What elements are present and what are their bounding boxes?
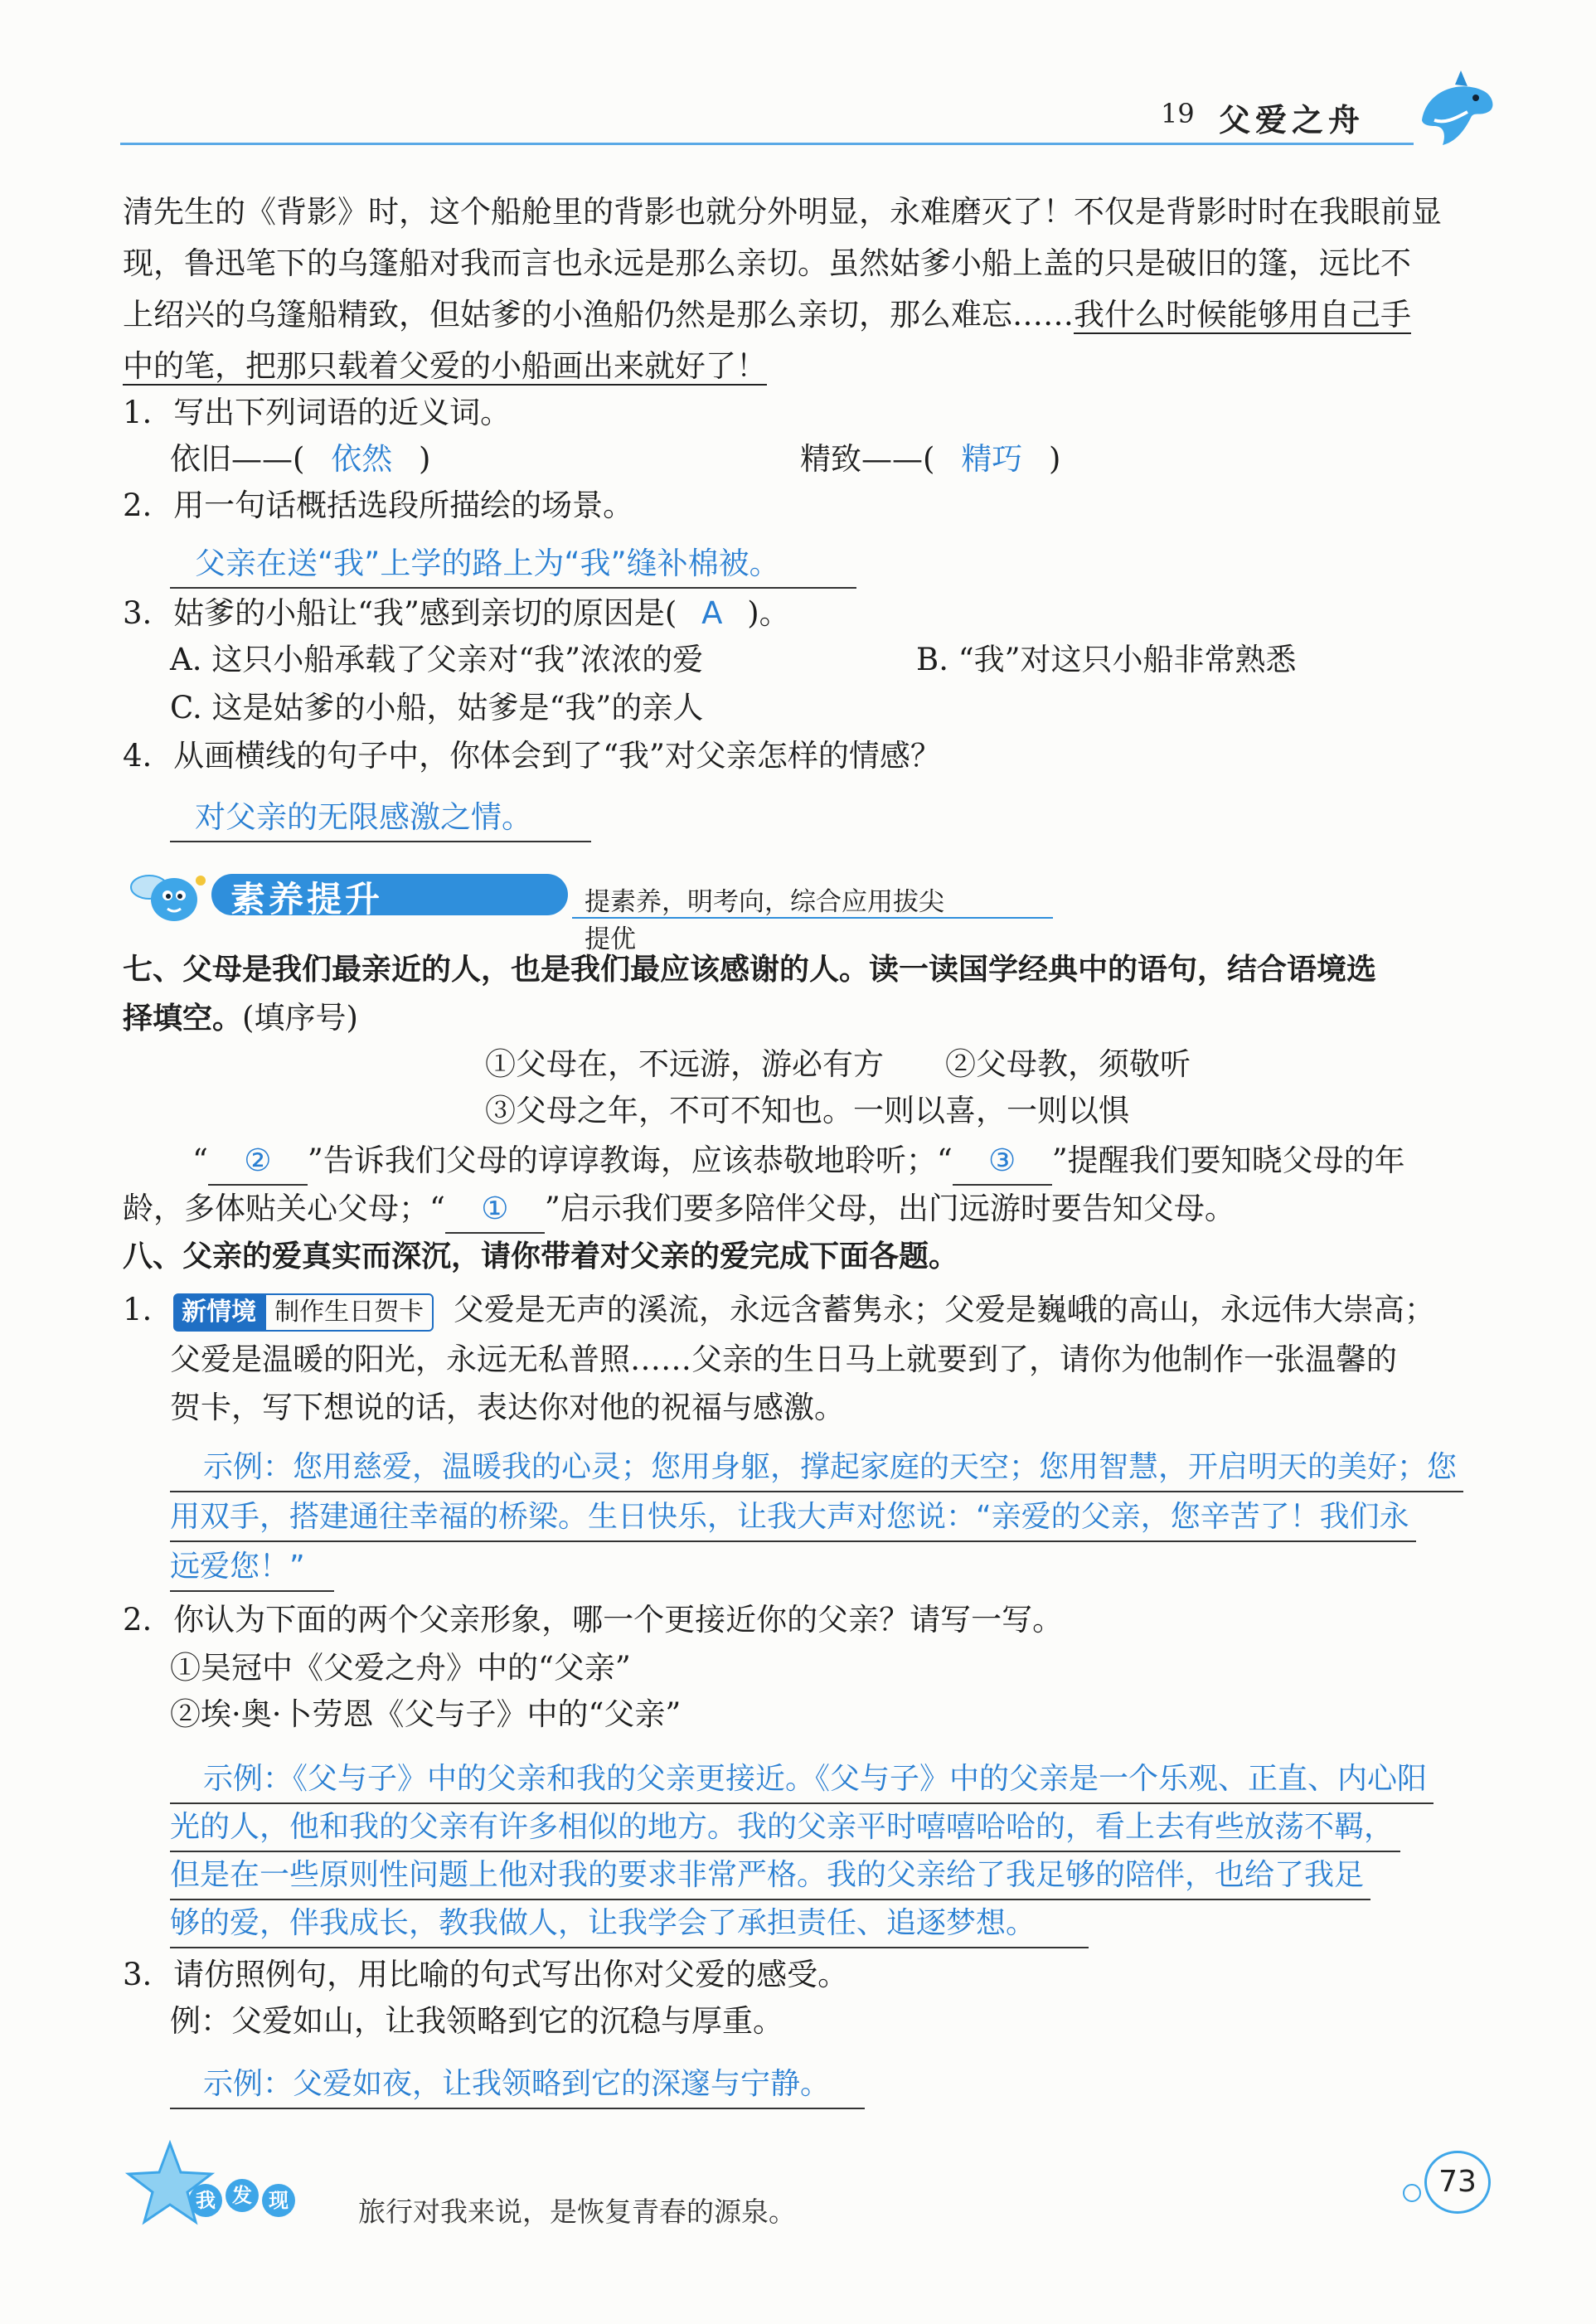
question-3 xyxy=(123,590,790,637)
q8-item1-answer-line-3: 远爱您！” xyxy=(170,1544,334,1592)
q7-blank-1: ② xyxy=(208,1138,308,1186)
passage-line-4 xyxy=(123,343,767,390)
q7-fill-text-4: ”启示我们要多陪伴父母，出门远游时要告知父母。 xyxy=(544,1191,1235,1226)
q3-option-a: A. 这只小船承载了父亲对“我”浓浓的爱 xyxy=(170,642,704,677)
q8-item2-answer-line-3: 但是在一些原则性问题上他对我的要求非常严格。我的父亲给了我足够的陪伴，也给了我足 xyxy=(170,1852,1370,1900)
q8-item1-number: 1. xyxy=(123,1292,153,1327)
passage-line-3-text: 上绍兴的乌篷船精致，但姑爹的小渔船仍然是那么亲切，那么难忘…… xyxy=(123,297,1074,332)
q7-quote-2: ②父母教，须敬听 xyxy=(945,1046,1191,1082)
tag-birthday-card: 制作生日贺卡 xyxy=(264,1293,434,1332)
section-banner xyxy=(124,862,953,954)
q3-answer: A xyxy=(701,595,723,631)
discover-badge xyxy=(189,2174,305,2220)
badge-char-1: 我 xyxy=(189,2184,222,2217)
header-rule xyxy=(120,143,1414,145)
q3-option-b: B. “我”对这只小船非常熟悉 xyxy=(916,642,1297,677)
q7-fill-text-3: 龄，多体贴关心父母；“ xyxy=(123,1191,445,1226)
passage-underlined-sentence-2: 中的笔，把那只载着父爱的小船画出来就好了！ xyxy=(123,348,767,384)
bee-mascot-icon xyxy=(124,862,216,929)
q7-blank-2: ③ xyxy=(953,1138,1052,1186)
q1-pair1-word: 依旧——( xyxy=(170,441,305,477)
q8-item3-example: 例：父爱如山，让我领略到它的沉稳与厚重。 xyxy=(170,2003,783,2039)
q7-heading-line-2 xyxy=(123,995,358,1042)
banner-title: 素养提升 xyxy=(230,879,384,919)
q8-item3-answer: 示例：父爱如夜，让我领略到它的深邃与宁静。 xyxy=(170,2061,865,2109)
q4-number: 4. xyxy=(123,738,153,774)
badge-char-2: 发 xyxy=(226,2179,259,2212)
question-1 xyxy=(123,390,511,436)
q7-fill-line-1 xyxy=(192,1138,1405,1186)
q8-item3-number: 3. xyxy=(123,1957,153,1992)
q7-heading-line-1: 七、父母是我们最亲近的人，也是我们最应该感谢的人。读一读国学经典中的语句，结合语境选 xyxy=(123,953,1377,987)
bubble-icon xyxy=(1400,2181,1424,2205)
q8-item1-answer-line-2: 用双手，搭建通往幸福的桥梁。生日快乐，让我大声对您说：“亲爱的父亲，您辛苦了！我们永 xyxy=(170,1494,1416,1542)
q7-blank-3: ① xyxy=(445,1186,545,1234)
q7-fill-text-1: ”告诉我们父母的谆谆教诲，应该恭敬地聆听；“ xyxy=(307,1143,953,1178)
q7-quote-1: ①父母在，不远游，游必有方 xyxy=(485,1046,884,1082)
question-4 xyxy=(123,733,941,779)
q4-prompt: 从画横线的句子中，你体会到了“我”对父亲怎样的情感？ xyxy=(173,738,941,774)
q8-item2-answer-line-4: 够的爱，伴我成长，教我做人，让我学会了承担责任、追逐梦想。 xyxy=(170,1900,1089,1948)
q1-pair1-answer: 依然 xyxy=(331,441,393,477)
q2-answer: 父亲在送“我”上学的路上为“我”缝补棉被。 xyxy=(170,541,856,589)
lesson-number: 19 xyxy=(1161,98,1195,129)
q8-item2-option-2: ②埃·奥·卜劳恩《父与子》中的“父亲” xyxy=(170,1696,682,1732)
passage-line-2: 现，鲁迅笔下的乌篷船对我而言也永远是那么亲切。虽然姑爹小船上盖的只是破旧的篷，远比不 xyxy=(123,245,1411,281)
q1-pair2-close: ) xyxy=(1048,441,1061,477)
q3-close: )。 xyxy=(747,595,790,631)
banner-subtitle: 提素养，明考向，综合应用拔尖提优 xyxy=(585,887,944,954)
q1-pair-1 xyxy=(170,436,430,483)
q8-item-1-line-1 xyxy=(123,1287,1435,1333)
q3-number: 3. xyxy=(123,595,153,631)
q8-item1-text-2: 父爱是温暖的阳光，永远无私普照……父亲的生日马上就要到了，请你为他制作一张温馨的 xyxy=(170,1342,1397,1377)
q7-quote-3: ③父母之年，不可不知也。一则以喜，一则以惧 xyxy=(485,1093,1129,1128)
q8-item2-prompt: 你认为下面的两个父亲形象，哪一个更接近你的父亲？请写一写。 xyxy=(173,1602,1064,1637)
banner-rule xyxy=(572,917,1053,919)
q1-number: 1. xyxy=(123,395,153,430)
footer-quote: 旅行对我来说，是恢复青春的源泉。 xyxy=(358,2195,796,2228)
q2-prompt: 用一句话概括选段所描绘的场景。 xyxy=(173,488,634,523)
q1-pair2-answer: 精巧 xyxy=(961,441,1023,477)
q3-prompt: 姑爹的小船让“我”感到亲切的原因是( xyxy=(173,595,677,631)
q8-item2-answer-line-2: 光的人，他和我的父亲有许多相似的地方。我的父亲平时嘻嘻哈哈的，看上去有些放荡不羁， xyxy=(170,1804,1400,1852)
footer xyxy=(0,2123,1596,2288)
passage-underlined-sentence-1: 我什么时候能够用自己手 xyxy=(1074,297,1411,332)
q7-heading-note: (填序号) xyxy=(242,1000,358,1036)
q8-heading: 八、父亲的爱真实而深沉，请你带着对父亲的爱完成下面各题。 xyxy=(123,1240,959,1274)
tag-new-situation: 新情境 xyxy=(173,1293,264,1332)
lesson-title: 父爱之舟 xyxy=(1219,102,1366,138)
passage-line-1: 清先生的《背影》时，这个船舱里的背影也就分外明显，永难磨灭了！不仅是背影时时在我眼前显 xyxy=(123,194,1442,230)
q8-item-2 xyxy=(123,1597,1063,1643)
q8-item2-answer-line-1: 示例：《父与子》中的父亲和我的父亲更接近。《父与子》中的父亲是一个乐观、正直、内心阳 xyxy=(170,1756,1433,1804)
dolphin-icon xyxy=(1409,66,1501,158)
page-number: 73 xyxy=(1424,2151,1491,2214)
q1-prompt: 写出下列词语的近义词。 xyxy=(173,395,512,430)
q4-answer: 对父亲的无限感激之情。 xyxy=(170,794,591,842)
q8-item1-answer-line-1: 示例：您用慈爱，温暖我的心灵；您用身躯，撑起家庭的天空；您用智慧，开启明天的美好；您 xyxy=(170,1444,1463,1492)
q2-number: 2. xyxy=(123,488,153,523)
q3-option-c: C. 这是姑爹的小船，姑爹是“我”的亲人 xyxy=(170,690,704,725)
q7-fill-text-2: ”提醒我们要知晓父母的年 xyxy=(1051,1143,1405,1178)
q7-fill-line-2 xyxy=(123,1186,1235,1234)
header xyxy=(0,0,1596,158)
q7-open-quote-1: “ xyxy=(192,1143,208,1178)
q8-item2-option-1: ①吴冠中《父爱之舟》中的“父亲” xyxy=(170,1650,631,1686)
badge-char-3: 现 xyxy=(262,2184,295,2217)
q8-item1-text-1: 父爱是无声的溪流，永远含蓄隽永；父爱是巍峨的高山，永远伟大崇高； xyxy=(453,1292,1435,1327)
q1-pair-2 xyxy=(800,436,1060,483)
q8-item2-number: 2. xyxy=(123,1602,153,1637)
question-2 xyxy=(123,483,633,529)
q8-item3-prompt: 请仿照例句，用比喻的句式写出你对父爱的感受。 xyxy=(173,1957,849,1992)
passage-line-3 xyxy=(123,292,1411,338)
q7-heading-cont: 择填空。 xyxy=(123,1002,243,1036)
q1-pair1-close: ) xyxy=(418,441,431,477)
q8-item1-text-3: 贺卡，写下想说的话，表达你对他的祝福与感激。 xyxy=(170,1390,845,1425)
q8-item-3 xyxy=(123,1952,848,1998)
q1-pair2-word: 精致——( xyxy=(800,441,935,477)
